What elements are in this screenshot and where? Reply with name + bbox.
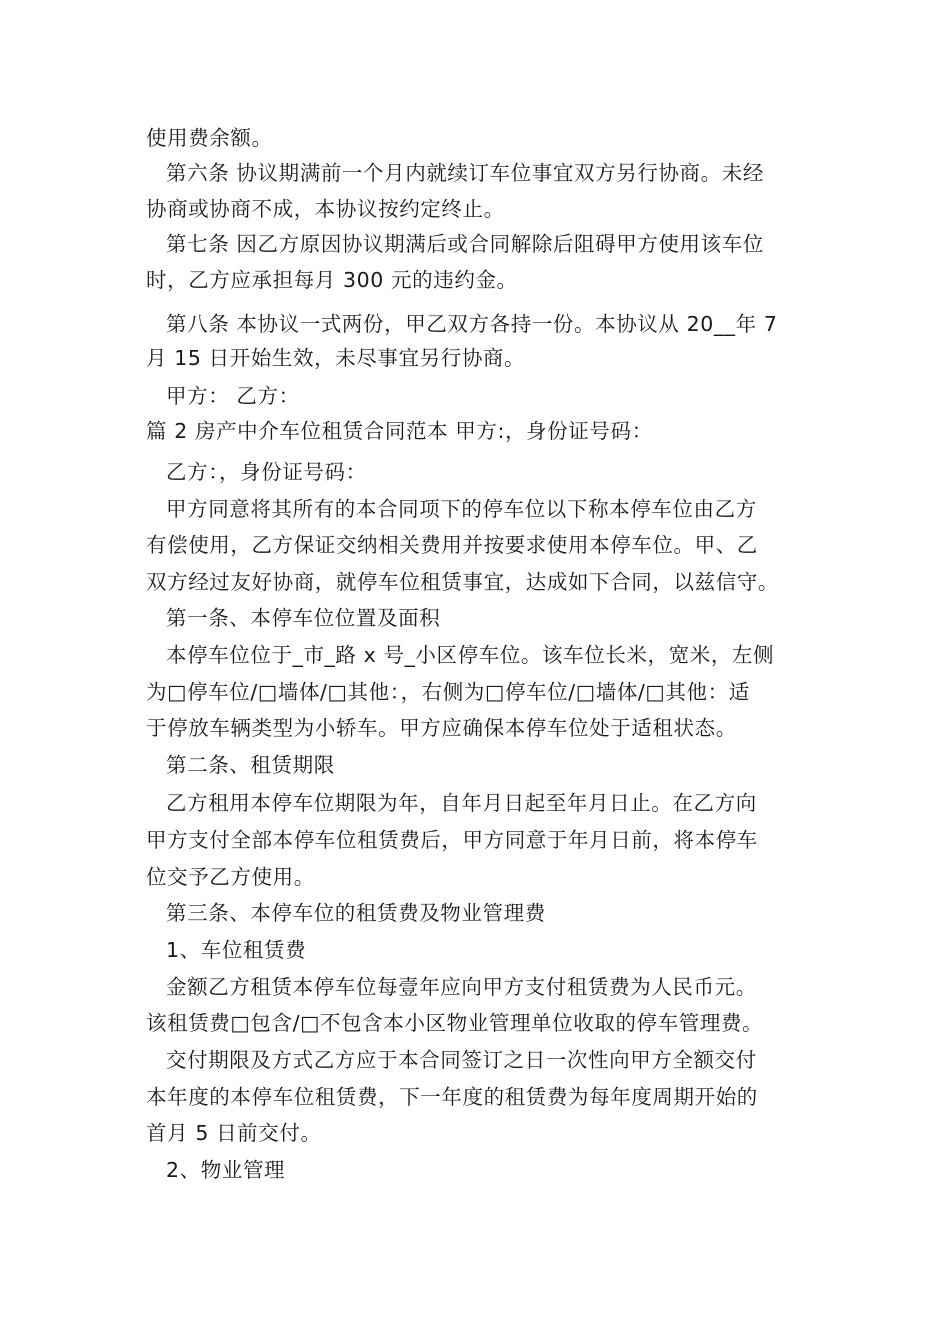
text-line: 该租赁费□包含/□不包含本小区物业管理单位收取的停车管理费。 <box>146 1011 764 1035</box>
text-line: 乙方租用本停车位期限为年，自年月日起至年月日止。在乙方向 <box>166 791 757 815</box>
text-line: 1、车位租赁费 <box>166 938 307 962</box>
text-line: 本年度的本停车位租赁费，下一年度的租赁费为每年度周期开始的 <box>146 1085 758 1109</box>
text-line: 第七条 因乙方原因协议期满后或合同解除后阻碍甲方使用该车位 <box>166 232 764 256</box>
text-line: 2、物业管理 <box>166 1158 286 1182</box>
text-line: 第八条 本协议一式两份，甲乙双方各持一份。本协议从 20__年 7 <box>166 312 778 336</box>
text-line: 乙方：，身份证号码： <box>166 460 367 484</box>
text-line: 金额乙方租赁本停车位每壹年应向甲方支付租赁费为人民币元。 <box>166 975 757 999</box>
text-line: 甲方同意将其所有的本合同项下的停车位以下称本停车位由乙方 <box>166 497 757 521</box>
text-line: 第六条 协议期满前一个月内就续订车位事宜双方另行协商。未经 <box>166 161 764 185</box>
text-line: 第三条、本停车位的租赁费及物业管理费 <box>166 901 546 925</box>
text-line: 篇 2 房产中介车位租赁合同范本 甲方:，身份证号码： <box>146 419 653 443</box>
text-line: 使用费余额。 <box>146 126 273 150</box>
text-line: 第一条、本停车位位置及面积 <box>166 606 441 630</box>
text-line: 交付期限及方式乙方应于本合同签订之日一次性向甲方全额交付 <box>166 1048 757 1072</box>
text-line: 本停车位位于_市_路 x 号_小区停车位。该车位长米，宽米，左侧 <box>166 643 775 667</box>
text-line: 月 15 日开始生效，未尽事宜另行协商。 <box>146 346 526 370</box>
text-line: 有偿使用，乙方保证交纳相关费用并按要求使用本停车位。甲、乙 <box>146 533 758 557</box>
text-line: 甲方： 乙方： <box>166 384 300 408</box>
text-line: 首月 5 日前交付。 <box>146 1121 322 1145</box>
text-line: 甲方支付全部本停车位租赁费后，甲方同意于年月日前，将本停车 <box>146 828 758 852</box>
text-line: 协商或协商不成，本协议按约定终止。 <box>146 197 505 221</box>
text-line: 双方经过友好协商，就停车位租赁事宜，达成如下合同，以兹信守。 <box>146 570 779 594</box>
text-line: 位交予乙方使用。 <box>146 865 315 889</box>
text-line: 为□停车位/□墙体/□其他：，右侧为□停车位/□墙体/□其他：适 <box>146 680 750 704</box>
text-line: 于停放车辆类型为小轿车。甲方应确保本停车位处于适租状态。 <box>146 716 737 740</box>
text-line: 时，乙方应承担每月 300 元的违约金。 <box>146 268 518 292</box>
text-line: 第二条、租赁期限 <box>166 753 335 777</box>
